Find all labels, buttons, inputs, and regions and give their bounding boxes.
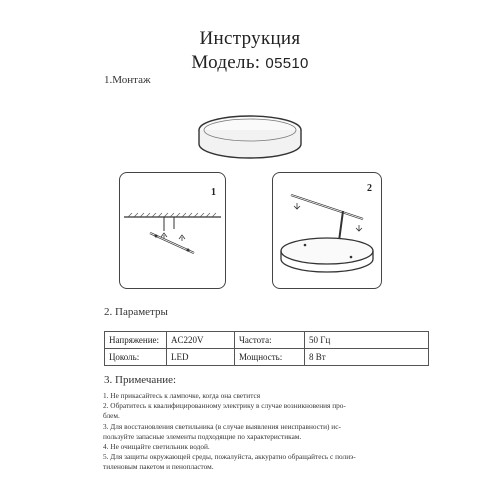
document-title: Инструкция [199, 28, 301, 49]
note-line: тиленовым пакетом и пенопластом. [103, 462, 214, 472]
note-line: 1. Не прикасайтесь к лампочке, когда она светится [103, 391, 261, 400]
param-frequency-label: Частота: [235, 332, 305, 349]
note-line: пользуйте запасные элементы подходящие по характеристикам. [103, 431, 302, 441]
model-line [0, 52, 500, 74]
param-power-label: Мощность: [235, 349, 305, 366]
param-voltage-label: Напряжение: [105, 332, 167, 349]
param-voltage-value: AC220V [167, 332, 235, 349]
step-2-number: 2 [367, 183, 372, 194]
table-row [105, 349, 429, 366]
lamp-illustration [195, 108, 305, 168]
step-1-panel [119, 172, 226, 289]
note-line: блем. [103, 411, 120, 421]
param-socket-label: Цоколь: [105, 349, 167, 366]
model-number: 05510 [265, 55, 309, 72]
step-2-illustration [273, 173, 381, 288]
section-notes-heading: 3. Примечание: [104, 374, 177, 386]
section-params-heading: 2. Параметры [104, 306, 168, 318]
param-socket-value: LED [167, 349, 235, 366]
notes-list [103, 391, 433, 473]
note-line: 5. Для защиты окружающей среды, пожалуйста, аккуратно обращайтесь с полиэ- [103, 452, 356, 462]
note-line: 4. Не очищайте светильник водой. [103, 442, 210, 452]
note-line: 3. Для восстановления светильника (в случае выявления неисправности) ис- [103, 421, 341, 431]
table-row [105, 332, 429, 349]
model-label: Модель: [191, 52, 261, 73]
params-table [104, 331, 429, 366]
section-mount-heading: 1.Монтаж [104, 74, 151, 86]
step-1-illustration [120, 173, 225, 288]
step-2-panel [272, 172, 382, 289]
param-frequency-value: 50 Гц [305, 332, 429, 349]
step-1-number: 1 [211, 187, 216, 198]
note-line: 2. Обратитесь к квалифицированному электрику в случае возникновения про- [103, 401, 346, 411]
param-power-value: 8 Вт [305, 349, 429, 366]
